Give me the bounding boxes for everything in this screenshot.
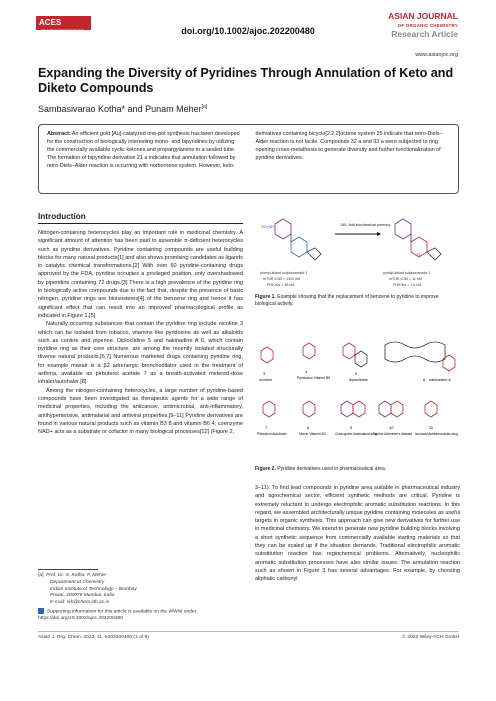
compound-label: 11: [429, 425, 434, 430]
abstract-label: Abstract:: [47, 131, 71, 137]
fig1-left-name: phenyl-linked sulphonamide 1: [260, 271, 308, 275]
copyright: © 2022 Wiley-VCH GmbH: [402, 635, 459, 640]
compound-name: nicotine: [259, 378, 273, 382]
figure-1: [255, 214, 460, 294]
fig1-left-data1: mTOR IC50 = 1300 nM: [263, 277, 301, 281]
structure-3: [261, 347, 273, 363]
author-list: Sambasivarao Kotha* and Punam Meher[a]: [38, 104, 208, 114]
article-title: Expanding the Diversity of Pyridines Through Annulation of Keto and Diketo Compounds: [38, 66, 454, 95]
compound-name: Niacin Vitamin B3: [299, 432, 326, 436]
compound-name: Pyridoxine Vitamin B6: [297, 376, 331, 380]
structure-8: [303, 401, 315, 417]
paragraph: Nitrogen-containing heterocycles play an important role in medicinal chemistry. A significant amount of attention has been paid to assemble π-deficient heterocycles such as pyridine derivatives. Pyridine containing compounds are useful building blocks for many natural products[1] and also shows promising candidates as ligands in catalytic chemical transformations.[2] With over 60 pyridine-containing drugs approved by the FDA, pyridine occupies a privileged position, only overshadowed by piperidine containing 72 drugs.[3] There is a high prevalence of the pyridine ring in biologically active compounds due to the fact that, despite the presence of basic nitrogen, pyridine rings are bioisosteres[4] of the benzene ring and hence it has significant effect that can result into an improved pharmacological profile as indicated in Figure 1.[5]: [38, 230, 243, 319]
section-divider: [38, 223, 243, 224]
journal-website[interactable]: www.asianjoc.org: [415, 52, 458, 58]
fig1-right-data1: mTOR IC50 = 11 nM: [389, 277, 422, 281]
so2nh-label: SO₂NH: [261, 224, 275, 229]
structure-4: [303, 343, 315, 359]
abstract-text: An efficient gold [Au]-catalyzed one-pot synthesis has been developed for the construction of biologically interesting mono- and bipyridines by utilizing the commercially available cyclic ketones and propargylamine in a sealed tube. The formation of bipyridine derivative 21 a indicates that annulation followed by retro-Diels–Alder reaction is occurring with norbornene system. However, keto-derivatives containing bicyclo[2.2.2]octene system 25 indicate that retro-Diels–Alder reaction is not facile. Compounds 32 a and 33 a were subjected to ring opening cross-metathesis to generate diversity and further functionalization of pyridine derivatives.: [47, 131, 443, 170]
fig1-right-name: pyridyl-linked sulphonamide 2: [383, 271, 431, 275]
compound-name: Chloroquine Antimalarial drug: [335, 432, 377, 436]
abstract-box: [38, 124, 459, 194]
structure-6: [385, 342, 445, 362]
section-heading: Introduction: [38, 212, 86, 221]
paragraph: Naturally occurring substances that contain the pyridine ring include nicotine 3 which can be isolated from tobacco, vitamins like pyridoxine as well as alkaloids such as coniine and piperine. Diploclidine 5 and nakinadine A 6, which contain pyridine ring as their core structure, are among the recently isolated structurally diverse natural products.[6,7] Numerous marketed drugs containing pyridine ring, for example maxair is a β2 adrenergic bronchodilator used in the treatment of asthma, available as pirbuterol acetate 7 as a breath-activated metered-dose inhaler/autohaler.[8]: [38, 321, 243, 386]
citation: Asian J. Org. Chem. 2022, 11, e202200480 (1 of 9): [38, 635, 149, 640]
compound-name: Isoniazid Antituberculosis drug: [415, 432, 459, 436]
compound-label: 4: [305, 369, 308, 374]
figure-2-caption: Figure 2. Pyridine derivatives used in pharmaceutical area.: [255, 466, 387, 472]
structure-7: [263, 401, 275, 417]
compound-name: Pirbuterol Autohaler: [257, 432, 287, 436]
affiliation-footnote: [a] Prof. Dr. S. Kotha, P. Meher Department of Chemistry Indian Institute of Technology – Bombay Powai, 400076 Mumbai, India E-mail: srk@chem.iitb.ac.in Supporting information for this article is available on the WWW under https://doi.org/10.1002/ajoc.202200480: [38, 573, 197, 622]
arrow-label: 140- fold biochemical potency: [340, 223, 391, 227]
intro-column-right: 3–11). To find lead compounds in pyridine area suitable in pharmaceutical industry and agrochemical sector, efficient synthetic methods are critical. Pyridine is extremely reluctant to undergo electrophilic aromatic substitution reactions. In this regard, we assembled architecturally unique pyridine containing molecules as useful targets in organic synthesis. This approach can give new derivatives for further use in medicinal chemistry. We intend to generate new pyridine building blocks involving a short synthetic sequence from commercially available starting materials so that they can be scaled up if the situation demands. Traditional electrophilic aromatic substitution reaction has regiochemical problems. Alternatively, nucleophilic aromatic substitution processes have also similar issues. The annulation reaction such as shown in Figure 3 has several advantages. For example, by choosing aliphatic carbonyl: [255, 485, 460, 583]
compound-name: Tacrine Alzheimer's disease: [373, 432, 413, 436]
compound-label: 8: [307, 425, 310, 430]
figure-1-caption: Figure 1. Example showing that the replacement of benzene to pyridine to improve biological activity.: [255, 294, 439, 307]
doi-link[interactable]: doi.org/10.1002/ajoc.202200480: [181, 26, 315, 36]
intro-column-left: [38, 229, 243, 436]
publisher-logo: ACESAsian Chemical Editorial Society: [36, 16, 91, 30]
fig1-left-data2: PI3K/Kα = 48 nM: [267, 283, 295, 287]
structure-9: [341, 401, 353, 417]
compound-label: 7: [265, 425, 268, 430]
supporting-info-icon: [38, 608, 44, 614]
fig1-right-data2: PI3K/Kα = 1.6 nM: [393, 283, 422, 287]
arrow-head: [377, 232, 381, 236]
pyridine-n-label: N: [417, 252, 420, 257]
structure-10: [379, 401, 391, 417]
footnote-divider: [38, 569, 98, 570]
supporting-info-link[interactable]: Supporting information for this article is available on the WWW under https://doi.org/10.1002/ajoc.202200480: [38, 609, 197, 622]
compound-label: 6: [423, 377, 426, 382]
footer-divider: [38, 631, 459, 632]
compound-name: nakinadine A: [429, 378, 451, 382]
compound-label: 3: [263, 371, 266, 376]
structure-5: [343, 343, 355, 359]
compound-name: diploclidine: [349, 378, 368, 382]
structure-11: [425, 401, 437, 417]
paragraph: Among the nitrogen-containing heterocycles, a large number of pyridine-based compounds have been investigated as therapeutic agents for a wide range of medicinal properties, including the anticancer, antimicrobial, anti-inflammatory, antihypertensive, antimalarial and antiviral properties.[9–11] Pyridine derivatives are found in various natural products such as vitamin B3 8 and vitamin B6 4; coenzyme NAD+ acts as a substrate or cofactor in many biological processes[12] (Figure 2,: [38, 387, 243, 436]
compound-label: 5: [355, 371, 358, 376]
journal-logo: ASIAN JOURNAL OF ORGANIC CHEMISTRY Research Article: [388, 11, 458, 39]
compound-label: 9: [350, 425, 353, 430]
compound-label: 10: [389, 425, 394, 430]
figure-2: [255, 333, 460, 453]
structure-1: [275, 219, 321, 260]
